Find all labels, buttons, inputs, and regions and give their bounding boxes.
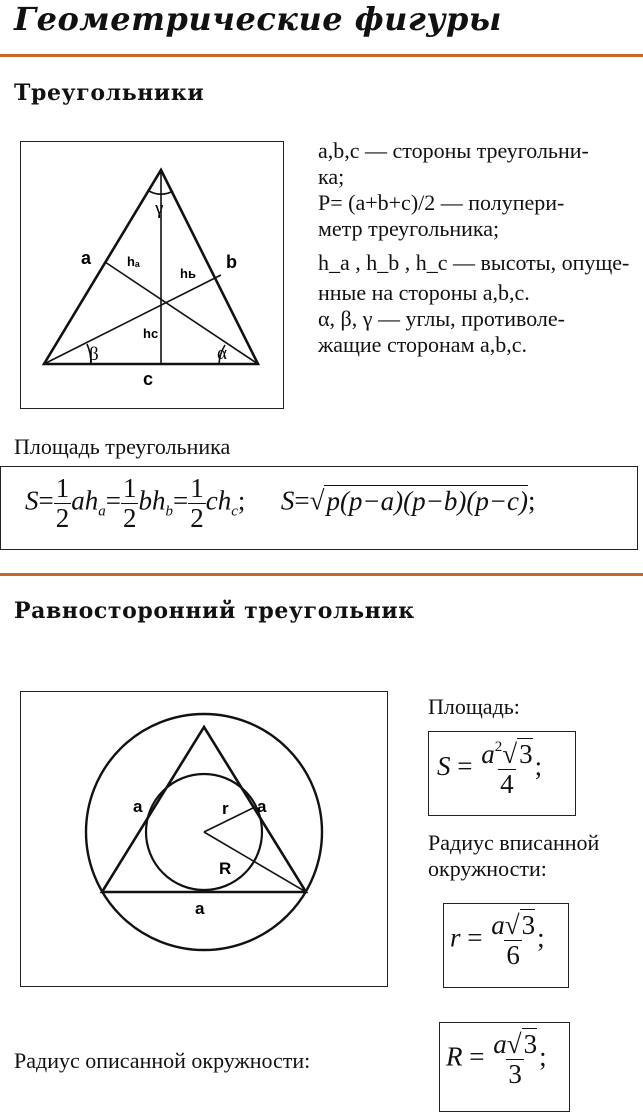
equilateral-figure (21, 692, 389, 988)
label-c: c (143, 369, 154, 389)
label-ha: hₐ (127, 254, 140, 269)
desc-line: ка; (318, 164, 345, 189)
label-hb: hь (180, 266, 196, 281)
section-divider (0, 54, 643, 57)
radius-r (204, 807, 255, 832)
area-formula-box (0, 466, 638, 550)
inradius-formula: r = $\frac{a√3}{6}$ ; (450, 910, 545, 970)
equilateral-area-label: Площадь: (428, 694, 520, 719)
inradius-box (443, 903, 569, 988)
desc-line: α, β, γ — углы, противоле- (318, 306, 565, 331)
label-r: r (222, 799, 229, 818)
label-a-left: a (133, 797, 143, 816)
label-a-right: a (257, 797, 267, 816)
page-title: Геометрические фигуры (14, 0, 502, 38)
desc-line: метр треугольника; (318, 216, 500, 241)
circumradius-box (439, 1022, 570, 1112)
triangle-diagram (20, 141, 284, 409)
label-a: a (81, 248, 92, 268)
label-a-bottom: a (195, 899, 205, 918)
area-label: Площадь треугольника (14, 434, 231, 459)
label-gamma: γ (155, 198, 164, 219)
equilateral-diagram (20, 691, 388, 987)
inradius-label: Радиус вписанной окружности: (428, 830, 600, 881)
desc-line: P= (a+b+c)/2 — полупери- (318, 190, 565, 215)
label-b: b (226, 252, 237, 272)
section-divider-2 (0, 573, 643, 576)
label-hc: hc (143, 326, 159, 341)
equilateral-heading: Равносторонний треугольник (14, 598, 415, 624)
desc-line: h_a , h_b , h_c — высоты, опуще- (318, 250, 630, 275)
label-R: R (219, 859, 232, 878)
equilateral-area-box (428, 731, 576, 816)
triangle-figure (21, 142, 285, 410)
desc-line: a,b,c — стороны треугольни- (318, 138, 589, 163)
desc-line: жащие сторонам a,b,c. (318, 332, 528, 357)
triangle-description (318, 138, 638, 358)
circumradius-label: Радиус описанной окружности: (14, 1048, 311, 1073)
desc-line: нные на стороны a,b,c. (318, 280, 530, 305)
area-formula: S= $\frac{1}{2}$ $ah_a=$ $\frac{1}{2}$ $bh_b=$ $\frac{1}{2}$ $ch_c$; S=√p(p−a)(p−b)(p−c); (25, 473, 536, 533)
circumradius-formula: R = $\frac{a√3}{3}$ ; (446, 1029, 547, 1089)
triangles-heading: Треугольники (14, 80, 205, 106)
label-beta: β (89, 344, 99, 365)
equilateral-area-formula: S = $\frac{a^2√3}{4}$ ; (437, 739, 543, 799)
label-alpha: α (217, 343, 227, 364)
